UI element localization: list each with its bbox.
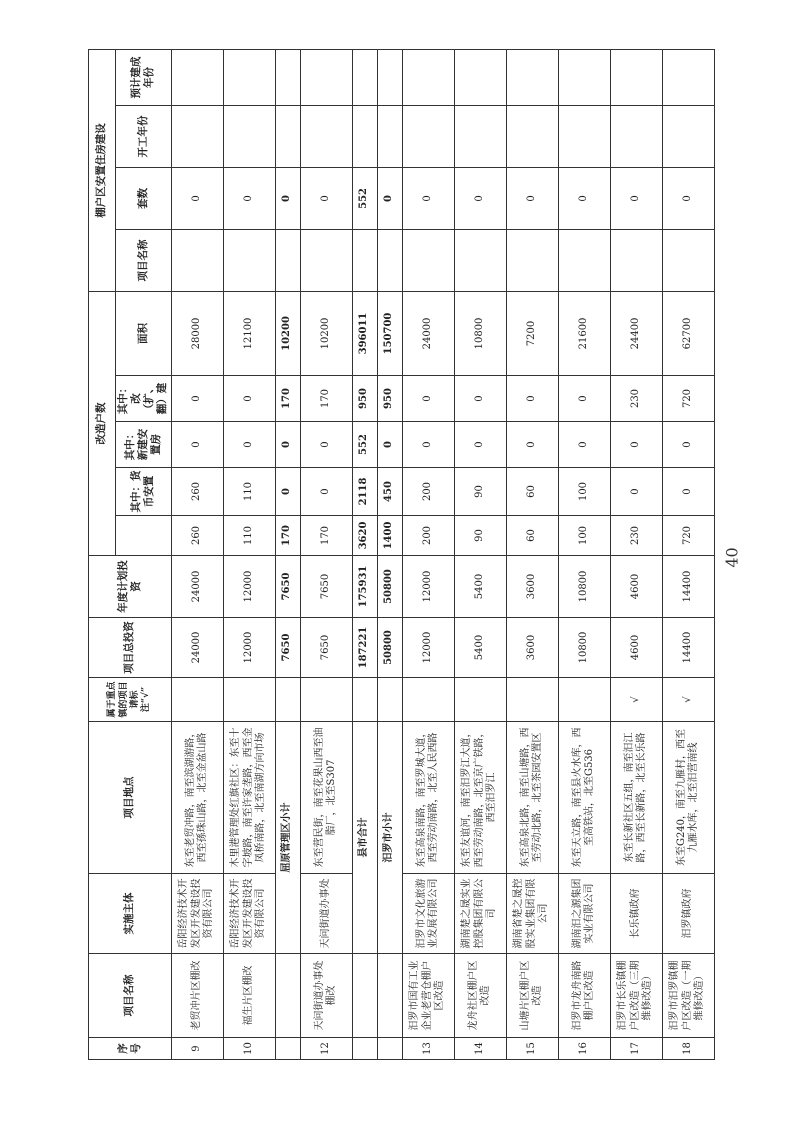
header-area: 面积 xyxy=(116,291,172,375)
new-resettle-cell: 0 xyxy=(377,422,402,468)
seq-cell: 17 xyxy=(610,1038,662,1060)
annual-investment-cell: 7650 xyxy=(300,556,352,618)
location-cell: 东至G240，南至九雁村，西至九雁水库，北至汨营南线 xyxy=(662,722,714,874)
units-cell: 0 xyxy=(662,167,714,229)
cash-resettle-cell: 0 xyxy=(610,468,662,516)
annual-investment-cell: 50800 xyxy=(377,556,402,618)
header-key-town: 属于重点镇的项目请标注“√” xyxy=(89,678,172,722)
annual-investment-cell: 12000 xyxy=(223,556,275,618)
location-cell: 东至友谊河，南至汨罗江大道，西至劳动南路，北至京广铁路，西至汨罗江 xyxy=(454,722,506,874)
start-year-cell xyxy=(300,105,352,167)
units-cell: 0 xyxy=(454,167,506,229)
resettle-project-cell xyxy=(454,229,506,291)
new-resettle-cell: 552 xyxy=(352,422,377,468)
new-resettle-cell: 0 xyxy=(610,422,662,468)
implementer-cell: 湖南楚之晟实业控股集团有限公司 xyxy=(454,874,506,954)
seq-cell xyxy=(275,1038,300,1060)
seq-cell: 18 xyxy=(662,1038,714,1060)
cash-resettle-cell: 90 xyxy=(454,468,506,516)
resettle-project-cell xyxy=(662,229,714,291)
project-name-cell: 汨罗市国有工业企业老营仓棚户区改造 xyxy=(402,954,454,1038)
seq-cell: 10 xyxy=(223,1038,275,1060)
completion-year-cell xyxy=(454,49,506,105)
housing-project-table xyxy=(88,49,715,1060)
households-cell: 230 xyxy=(610,516,662,556)
renovation-cell: 0 xyxy=(506,376,558,422)
seq-cell: 12 xyxy=(300,1038,352,1060)
total-investment-cell: 24000 xyxy=(171,618,223,678)
renovation-cell: 170 xyxy=(275,376,300,422)
completion-year-cell xyxy=(275,49,300,105)
location-cell: 东至高泉北路，南至山塘路，西至劳动北路，北至茶园安置区 xyxy=(506,722,558,874)
units-cell: 0 xyxy=(171,167,223,229)
renovation-cell: 0 xyxy=(402,376,454,422)
header-seq: 序号 xyxy=(89,1038,172,1060)
total-investment-cell: 12000 xyxy=(402,618,454,678)
project-name-cell: 龙舟社区棚户区改造 xyxy=(454,954,506,1038)
location-cell: 东至老贸冲路，南至滨湖游路，西至孫珠山路，北至金盆山路 xyxy=(171,722,223,874)
implementer-cell: 岳阳经济技术开发区开发建设投资有限公司 xyxy=(171,874,223,954)
area-cell: 10800 xyxy=(454,291,506,375)
project-name-cell: 老贸冲片区棚改 xyxy=(171,954,223,1038)
renovation-cell: 0 xyxy=(454,376,506,422)
completion-year-cell xyxy=(300,49,352,105)
subtotal-row xyxy=(275,49,300,1059)
table-row xyxy=(506,49,558,1059)
resettle-project-cell xyxy=(300,229,352,291)
area-cell: 24000 xyxy=(402,291,454,375)
key-town-mark: √ xyxy=(662,678,714,722)
key-town-mark: √ xyxy=(610,678,662,722)
resettle-project-cell xyxy=(171,229,223,291)
header-hh-new: 其中：新建安置房 xyxy=(116,422,172,468)
rotated-table-container xyxy=(88,50,708,1060)
new-resettle-cell: 0 xyxy=(300,422,352,468)
seq-cell: 16 xyxy=(558,1038,610,1060)
households-cell: 100 xyxy=(558,516,610,556)
cash-resettle-cell: 110 xyxy=(223,468,275,516)
key-town-mark xyxy=(506,678,558,722)
completion-year-cell xyxy=(402,49,454,105)
seq-cell: 14 xyxy=(454,1038,506,1060)
resettle-project-cell xyxy=(377,229,402,291)
header-households-total xyxy=(116,516,172,556)
header-rs-start: 开工年份 xyxy=(116,105,172,167)
total-investment-cell: 187221 xyxy=(352,618,377,678)
units-cell: 0 xyxy=(377,167,402,229)
seq-cell xyxy=(352,1038,377,1060)
annual-investment-cell: 10800 xyxy=(558,556,610,618)
annual-investment-cell: 175931 xyxy=(352,556,377,618)
header-location: 项目地点 xyxy=(89,722,172,874)
project-name-cell: 福生片区棚改 xyxy=(223,954,275,1038)
start-year-cell xyxy=(506,105,558,167)
name-cell xyxy=(377,954,402,1038)
completion-year-cell xyxy=(662,49,714,105)
cash-resettle-cell: 2118 xyxy=(352,468,377,516)
total-investment-cell: 14400 xyxy=(662,618,714,678)
resettle-project-cell xyxy=(352,229,377,291)
table-row xyxy=(223,49,275,1059)
implementer-cell: 湖南省楚之晟控股实业集团有限公司 xyxy=(506,874,558,954)
cash-resettle-cell: 0 xyxy=(275,468,300,516)
table-row xyxy=(454,49,506,1059)
area-cell: 62700 xyxy=(662,291,714,375)
annual-investment-cell: 4600 xyxy=(610,556,662,618)
project-name-cell: 汨罗市龙舟南路棚户区改造 xyxy=(558,954,610,1038)
households-cell: 260 xyxy=(171,516,223,556)
cash-resettle-cell: 0 xyxy=(662,468,714,516)
header-name: 项目名称 xyxy=(89,954,172,1038)
location-cell: 东至天立路，南至县火水库，西至高铁站，北至G536 xyxy=(558,722,610,874)
area-cell: 24400 xyxy=(610,291,662,375)
project-name-cell: 汨罗市汨罗镇棚户区改造（一期维修改造） xyxy=(662,954,714,1038)
renovation-cell: 0 xyxy=(171,376,223,422)
area-cell: 10200 xyxy=(300,291,352,375)
key-town-mark xyxy=(454,678,506,722)
new-resettle-cell: 0 xyxy=(223,422,275,468)
key-town-mark xyxy=(223,678,275,722)
completion-year-cell xyxy=(223,49,275,105)
total-investment-cell: 50800 xyxy=(377,618,402,678)
completion-year-cell xyxy=(171,49,223,105)
new-resettle-cell: 0 xyxy=(662,422,714,468)
total-investment-cell: 10800 xyxy=(558,618,610,678)
implementer-cell: 汨罗市文化旅游业发展有限公司 xyxy=(402,874,454,954)
resettle-project-cell xyxy=(223,229,275,291)
name-cell xyxy=(275,954,300,1038)
cash-resettle-cell: 0 xyxy=(300,468,352,516)
cash-resettle-cell: 450 xyxy=(377,468,402,516)
implementer-cell: 岳阳经济技术开发区开发建设投资有限公司 xyxy=(223,874,275,954)
renovation-cell: 0 xyxy=(223,376,275,422)
key-cell xyxy=(377,678,402,722)
name-cell xyxy=(352,954,377,1038)
subtotal-label: 县市合计 xyxy=(352,722,377,954)
households-cell: 90 xyxy=(454,516,506,556)
new-resettle-cell: 0 xyxy=(558,422,610,468)
renovation-cell: 170 xyxy=(300,376,352,422)
new-resettle-cell: 0 xyxy=(506,422,558,468)
total-investment-cell: 4600 xyxy=(610,618,662,678)
subtotal-row xyxy=(377,49,402,1059)
renovation-cell: 720 xyxy=(662,376,714,422)
header-households: 改造户数 xyxy=(89,291,116,555)
header-rs-done: 预计建成年份 xyxy=(116,49,172,105)
annual-investment-cell: 12000 xyxy=(402,556,454,618)
area-cell: 150700 xyxy=(377,291,402,375)
units-cell: 0 xyxy=(300,167,352,229)
project-name-cell: 天问街道办事处棚改 xyxy=(300,954,352,1038)
households-cell: 170 xyxy=(275,516,300,556)
table-row xyxy=(610,49,662,1059)
project-name-cell: 汨罗市长乐镇棚户区改造（三期维修改造） xyxy=(610,954,662,1038)
seq-cell: 15 xyxy=(506,1038,558,1060)
table-row xyxy=(662,49,714,1059)
header-org: 实施主体 xyxy=(89,874,172,954)
table-body xyxy=(171,49,714,1059)
units-cell: 0 xyxy=(223,167,275,229)
renovation-cell: 950 xyxy=(377,376,402,422)
start-year-cell xyxy=(352,105,377,167)
units-cell: 0 xyxy=(610,167,662,229)
table-row xyxy=(300,49,352,1059)
page-number: 40 xyxy=(722,547,742,568)
households-cell: 720 xyxy=(662,516,714,556)
completion-year-cell xyxy=(610,49,662,105)
key-town-mark xyxy=(171,678,223,722)
units-cell: 0 xyxy=(402,167,454,229)
total-investment-cell: 5400 xyxy=(454,618,506,678)
households-cell: 3620 xyxy=(352,516,377,556)
subtotal-label: 屈原管理区小计 xyxy=(275,722,300,954)
resettle-project-cell xyxy=(558,229,610,291)
area-cell: 12100 xyxy=(223,291,275,375)
area-cell: 10200 xyxy=(275,291,300,375)
area-cell: 7200 xyxy=(506,291,558,375)
start-year-cell xyxy=(454,105,506,167)
units-cell: 0 xyxy=(558,167,610,229)
table-row xyxy=(402,49,454,1059)
area-cell: 396011 xyxy=(352,291,377,375)
resettle-project-cell xyxy=(610,229,662,291)
area-cell: 28000 xyxy=(171,291,223,375)
key-town-mark xyxy=(402,678,454,722)
header-annual-investment: 年度计划投资 xyxy=(89,556,172,618)
implementer-cell: 长乐镇政府 xyxy=(610,874,662,954)
key-cell xyxy=(352,678,377,722)
start-year-cell xyxy=(377,105,402,167)
annual-investment-cell: 7650 xyxy=(275,556,300,618)
header-total-investment: 项目总投资 xyxy=(89,618,172,678)
households-cell: 1400 xyxy=(377,516,402,556)
header-hh-cash: 其中：货币安置 xyxy=(116,468,172,516)
resettle-project-cell xyxy=(275,229,300,291)
households-cell: 170 xyxy=(300,516,352,556)
annual-investment-cell: 14400 xyxy=(662,556,714,618)
new-resettle-cell: 0 xyxy=(171,422,223,468)
header-rs-name: 项目名称 xyxy=(116,229,172,291)
subtotal-label: 汨罗市小计 xyxy=(377,722,402,954)
area-cell: 21600 xyxy=(558,291,610,375)
completion-year-cell xyxy=(558,49,610,105)
total-investment-cell: 7650 xyxy=(300,618,352,678)
new-resettle-cell: 0 xyxy=(454,422,506,468)
start-year-cell xyxy=(402,105,454,167)
units-cell: 552 xyxy=(352,167,377,229)
implementer-cell: 汨罗镇政府 xyxy=(662,874,714,954)
seq-cell: 13 xyxy=(402,1038,454,1060)
renovation-cell: 950 xyxy=(352,376,377,422)
new-resettle-cell: 0 xyxy=(402,422,454,468)
cash-resettle-cell: 260 xyxy=(171,468,223,516)
header-hh-renov: 其中：改（扩、翻）建 xyxy=(116,376,172,422)
annual-investment-cell: 3600 xyxy=(506,556,558,618)
cash-resettle-cell: 200 xyxy=(402,468,454,516)
total-investment-cell: 7650 xyxy=(275,618,300,678)
new-resettle-cell: 0 xyxy=(275,422,300,468)
start-year-cell xyxy=(610,105,662,167)
completion-year-cell xyxy=(377,49,402,105)
location-cell: 东至营民街，南至花果山西至油脂厂，北至S307 xyxy=(300,722,352,874)
annual-investment-cell: 5400 xyxy=(454,556,506,618)
start-year-cell xyxy=(558,105,610,167)
location-cell: 木里港管理处红旗社区：东至十字坡路，南至许家垄路，西至金凤桥南路，北至南湖方向市场 xyxy=(223,722,275,874)
start-year-cell xyxy=(662,105,714,167)
header-resettlement: 棚户区安置住房建设 xyxy=(89,49,116,291)
table-row xyxy=(558,49,610,1059)
renovation-cell: 0 xyxy=(558,376,610,422)
location-cell: 东至长新社区五组，南至汨江路，西至长新路，北至长乐路 xyxy=(610,722,662,874)
start-year-cell xyxy=(171,105,223,167)
total-investment-cell: 3600 xyxy=(506,618,558,678)
table-row xyxy=(171,49,223,1059)
cash-resettle-cell: 60 xyxy=(506,468,558,516)
cash-resettle-cell: 100 xyxy=(558,468,610,516)
completion-year-cell xyxy=(506,49,558,105)
units-cell: 0 xyxy=(275,167,300,229)
key-cell xyxy=(275,678,300,722)
start-year-cell xyxy=(275,105,300,167)
project-name-cell: 山塘片区棚户区改造 xyxy=(506,954,558,1038)
resettle-project-cell xyxy=(506,229,558,291)
seq-cell: 9 xyxy=(171,1038,223,1060)
location-cell: 东至高泉南路，南至罗城大道，西至劳动南路，北至人民西路 xyxy=(402,722,454,874)
seq-cell xyxy=(377,1038,402,1060)
households-cell: 60 xyxy=(506,516,558,556)
total-investment-cell: 12000 xyxy=(223,618,275,678)
households-cell: 110 xyxy=(223,516,275,556)
key-town-mark xyxy=(300,678,352,722)
completion-year-cell xyxy=(352,49,377,105)
header-rs-units: 套数 xyxy=(116,167,172,229)
implementer-cell: 天问街道办事处 xyxy=(300,874,352,954)
subtotal-row xyxy=(352,49,377,1059)
resettle-project-cell xyxy=(402,229,454,291)
renovation-cell: 230 xyxy=(610,376,662,422)
households-cell: 200 xyxy=(402,516,454,556)
implementer-cell: 湖南汨之源集团实业有限公司 xyxy=(558,874,610,954)
annual-investment-cell: 24000 xyxy=(171,556,223,618)
start-year-cell xyxy=(223,105,275,167)
units-cell: 0 xyxy=(506,167,558,229)
key-town-mark xyxy=(558,678,610,722)
